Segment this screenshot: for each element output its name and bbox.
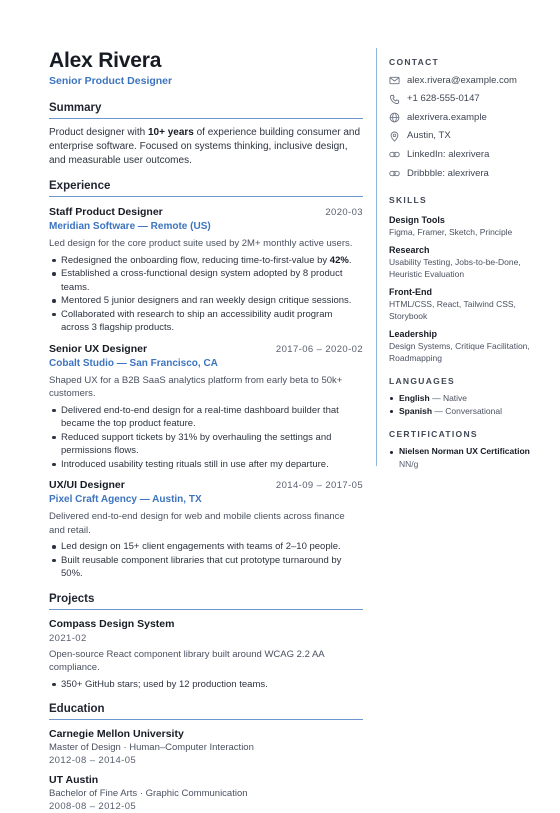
section-title-contact: CONTACT bbox=[389, 57, 440, 67]
contact-location-text: Austin, TX bbox=[407, 130, 451, 142]
main-column bbox=[49, 50, 363, 813]
skill-group-items: Figma, Framer, Sketch, Principle bbox=[389, 226, 513, 237]
education-school: Carnegie Mellon University bbox=[49, 728, 184, 740]
languages-section bbox=[389, 375, 549, 418]
contact-linkedin-text: LinkedIn: alexrivera bbox=[407, 148, 490, 160]
column-divider bbox=[376, 48, 377, 466]
skill-group bbox=[389, 328, 549, 364]
job-dates: 2014-09 – 2017-05 bbox=[275, 480, 363, 491]
education-entry bbox=[49, 727, 363, 767]
project-date: 2021-02 bbox=[49, 632, 87, 644]
contact-email[interactable] bbox=[389, 75, 549, 87]
skill-group-name: Leadership bbox=[389, 329, 438, 340]
skill-group-name: Design Tools bbox=[389, 214, 445, 225]
skill-group-items: Usability Testing, Jobs-to-be-Done, Heuristic Evaluation bbox=[389, 257, 521, 279]
skill-group-name: Front-End bbox=[389, 287, 432, 298]
job-dates: 2020-03 bbox=[325, 207, 363, 218]
globe-icon bbox=[389, 112, 400, 123]
section-title-projects: Projects bbox=[49, 592, 95, 605]
bullet-item: Reduced support tickets by 31% by overhauling the settings and permissions flows. bbox=[49, 431, 363, 458]
job-description: Led design for the core product suite used by 2M+ monthly active users. bbox=[49, 238, 353, 249]
section-title-summary: Summary bbox=[49, 102, 102, 114]
job-bullets bbox=[49, 254, 363, 335]
language-item: English — Native bbox=[389, 392, 549, 405]
project-entry bbox=[49, 617, 363, 692]
section-title-skills: SKILLS bbox=[389, 194, 428, 205]
job-title: Senior UX Designer bbox=[49, 342, 148, 355]
skill-group-name: Research bbox=[389, 245, 430, 256]
job-dates: 2017-06 – 2020-02 bbox=[275, 343, 363, 355]
bullet-item: Delivered end-to-end design for a real-time dashboard builder that became the top product feature. bbox=[49, 404, 363, 431]
section-title-certifications: CERTIFICATIONS bbox=[389, 429, 478, 440]
section-rule bbox=[49, 719, 363, 720]
bullet-item: Built reusable component libraries that cut prototype turnaround by 50%. bbox=[49, 554, 363, 581]
bullet-item: Introduced usability testing rituals still in use after my departure. bbox=[49, 458, 363, 472]
job-description: Delivered end-to-end design for web and mobile clients across finance and retail. bbox=[49, 511, 345, 536]
education-section bbox=[49, 702, 363, 813]
contact-linkedin[interactable] bbox=[389, 149, 549, 161]
job-organization: Cobalt Studio — San Francisco, CA bbox=[49, 357, 218, 369]
job-description: Shaped UX for a B2B SaaS analytics platform from early beta to 50k+ customers. bbox=[49, 374, 343, 399]
contact-website-text: alexrivera.example bbox=[407, 111, 487, 123]
contact-section bbox=[389, 56, 549, 180]
certification-issuer: NN/g bbox=[399, 458, 419, 469]
experience-section bbox=[49, 179, 363, 581]
summary-section bbox=[49, 101, 363, 168]
sidebar bbox=[389, 56, 549, 470]
education-degree: Master of Design · Human–Computer Interaction bbox=[49, 742, 254, 753]
job-entry bbox=[49, 342, 363, 472]
job-bullets bbox=[49, 540, 363, 581]
contact-website[interactable] bbox=[389, 112, 549, 124]
skills-section bbox=[389, 194, 549, 365]
project-bullets bbox=[49, 678, 363, 692]
job-entry bbox=[49, 478, 363, 581]
candidate-name: Alex Rivera bbox=[49, 49, 162, 72]
contact-dribbble[interactable] bbox=[389, 168, 549, 180]
projects-section bbox=[49, 592, 363, 692]
certification-name: Nielsen Norman UX Certification bbox=[399, 446, 530, 457]
certifications-section bbox=[389, 428, 549, 470]
job-entry bbox=[49, 205, 363, 335]
skill-group bbox=[389, 244, 549, 280]
job-bullets bbox=[49, 404, 363, 472]
summary-text: Product designer with 10+ years of experience building consumer and enterprise software. Focused on systems thinking, inclusive design, and measurable user outcomes. bbox=[49, 127, 361, 166]
section-title-education: Education bbox=[49, 703, 105, 715]
section-title-languages: LANGUAGES bbox=[389, 376, 456, 387]
contact-email-text: alex.rivera@example.com bbox=[407, 74, 517, 86]
phone-icon bbox=[389, 94, 400, 105]
candidate-headline: Senior Product Designer bbox=[49, 75, 173, 87]
skill-group bbox=[389, 214, 549, 239]
contact-location bbox=[389, 130, 549, 142]
job-organization: Meridian Software — Remote (US) bbox=[49, 221, 211, 232]
education-school: UT Austin bbox=[49, 774, 99, 786]
link-icon bbox=[389, 168, 400, 179]
job-title: Staff Product Designer bbox=[49, 206, 163, 218]
project-description: Open-source React component library built around WCAG 2.2 AA compliance. bbox=[49, 648, 325, 673]
section-rule bbox=[49, 609, 363, 610]
job-title: UX/UI Designer bbox=[49, 479, 125, 491]
education-dates: 2008-08 – 2012-05 bbox=[49, 801, 137, 812]
skill-group bbox=[389, 286, 549, 322]
education-entry bbox=[49, 773, 363, 813]
bullet-item: Established a cross-functional design system adopted by 8 product teams. bbox=[49, 267, 363, 294]
contact-dribbble-text: Dribbble: alexrivera bbox=[407, 167, 489, 179]
bullet-item: Redesigned the onboarding flow, reducing time-to-first-value by 42%. bbox=[49, 254, 363, 268]
section-rule bbox=[49, 118, 363, 119]
bullet-item: Collaborated with research to ship an accessibility audit program across 3 flagship products. bbox=[49, 308, 363, 335]
project-title: Compass Design System bbox=[49, 617, 175, 630]
education-degree: Bachelor of Fine Arts · Graphic Communication bbox=[49, 788, 248, 799]
link-icon bbox=[389, 149, 400, 160]
mail-icon bbox=[389, 75, 400, 86]
location-pin-icon bbox=[389, 131, 400, 142]
section-title-experience: Experience bbox=[49, 180, 111, 192]
job-organization: Pixel Craft Agency — Austin, TX bbox=[49, 494, 202, 505]
skill-group-items: HTML/CSS, React, Tailwind CSS, Storybook bbox=[389, 299, 516, 321]
contact-phone-text: +1 628-555-0147 bbox=[407, 93, 480, 105]
certification-item bbox=[389, 446, 549, 470]
section-rule bbox=[49, 196, 363, 197]
education-dates: 2012-08 – 2014-05 bbox=[49, 755, 137, 766]
contact-phone[interactable] bbox=[389, 93, 549, 105]
skill-group-items: Design Systems, Critique Facilitation, Roadmapping bbox=[389, 341, 530, 363]
language-item: Spanish — Conversational bbox=[389, 405, 549, 418]
bullet-item: Mentored 5 junior designers and ran weekly design critique sessions. bbox=[49, 294, 363, 308]
bullet-item: 350+ GitHub stars; used by 12 production teams. bbox=[49, 678, 363, 692]
bullet-item: Led design on 15+ client engagements with teams of 2–10 people. bbox=[49, 540, 363, 554]
